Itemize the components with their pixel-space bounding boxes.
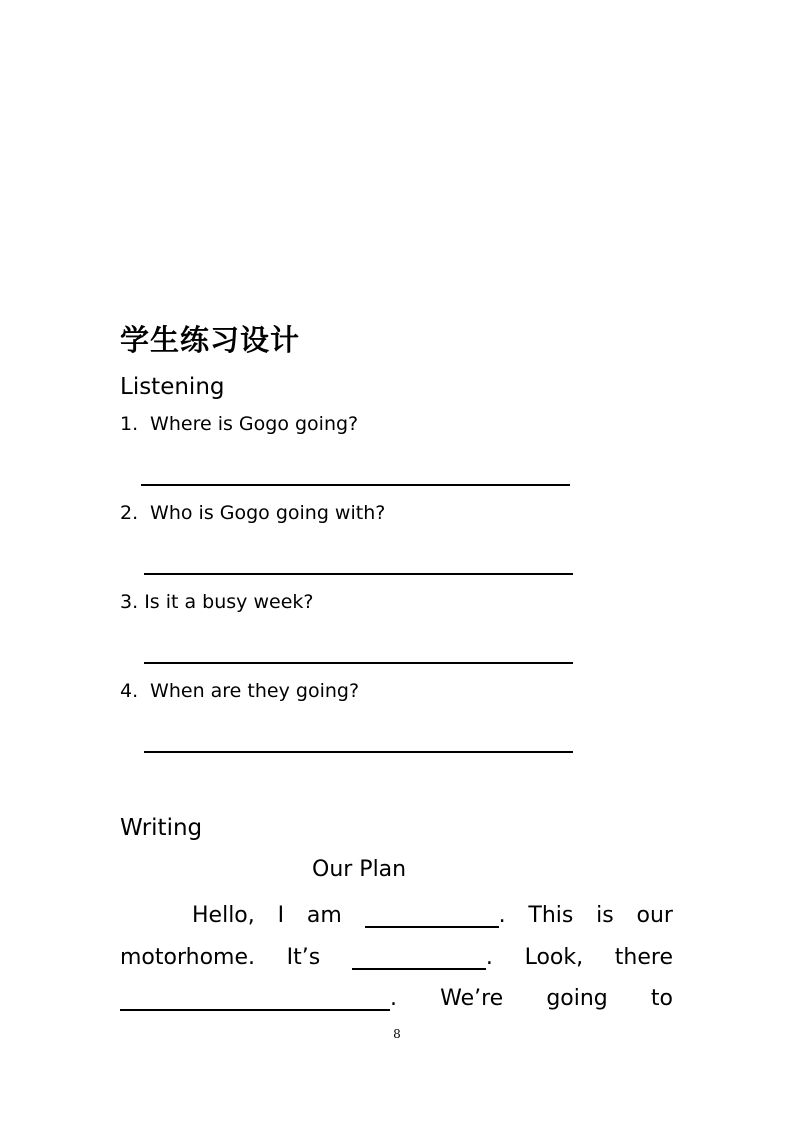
word: I <box>277 903 285 928</box>
question-text: Is it a busy week? <box>144 591 314 613</box>
question-number: 1. <box>120 413 139 435</box>
plan-title: Our Plan <box>312 857 407 882</box>
question-number: 3. <box>120 591 139 613</box>
period: . <box>390 986 397 1011</box>
question-text: Who is Gogo going with? <box>150 502 386 524</box>
period: . <box>485 945 493 970</box>
word: motorhome. <box>120 945 255 970</box>
page-title: 学生练习设计 <box>120 323 301 357</box>
writing-heading: Writing <box>120 815 203 841</box>
period: . <box>498 903 506 928</box>
blank-group <box>352 945 493 970</box>
answer-line-2[interactable] <box>144 573 573 575</box>
word: This <box>528 903 574 928</box>
question-1 <box>120 413 358 435</box>
word: our <box>636 903 673 928</box>
answer-line-3[interactable] <box>144 662 573 664</box>
answer-line-4[interactable] <box>144 751 573 753</box>
word: It’s <box>286 945 321 970</box>
word: am <box>306 903 342 928</box>
word: to <box>650 986 673 1011</box>
word: Hello, <box>192 903 255 928</box>
fill-blank-name[interactable] <box>365 904 499 928</box>
page-number: 8 <box>393 1027 401 1041</box>
question-4 <box>120 680 359 702</box>
question-text: Where is Gogo going? <box>150 413 359 435</box>
question-text: When are they going? <box>150 680 360 702</box>
answer-line-1[interactable] <box>141 484 570 486</box>
word: there <box>614 945 673 970</box>
paragraph-line-2 <box>120 940 673 970</box>
question-2 <box>120 502 385 524</box>
fill-blank-vehicle[interactable] <box>352 946 486 970</box>
question-number: 2. <box>120 502 139 524</box>
blank-group <box>365 903 506 928</box>
fill-blank-there[interactable] <box>120 987 390 1011</box>
word: is <box>596 903 614 928</box>
question-number: 4. <box>120 680 139 702</box>
word: Look, <box>524 945 584 970</box>
word: We’re <box>440 986 504 1011</box>
paragraph-line-3 <box>120 981 673 1011</box>
listening-heading: Listening <box>120 374 225 400</box>
blank-group <box>120 986 397 1011</box>
word: going <box>546 986 608 1011</box>
question-3 <box>120 591 313 613</box>
paragraph-line-1 <box>120 898 673 928</box>
